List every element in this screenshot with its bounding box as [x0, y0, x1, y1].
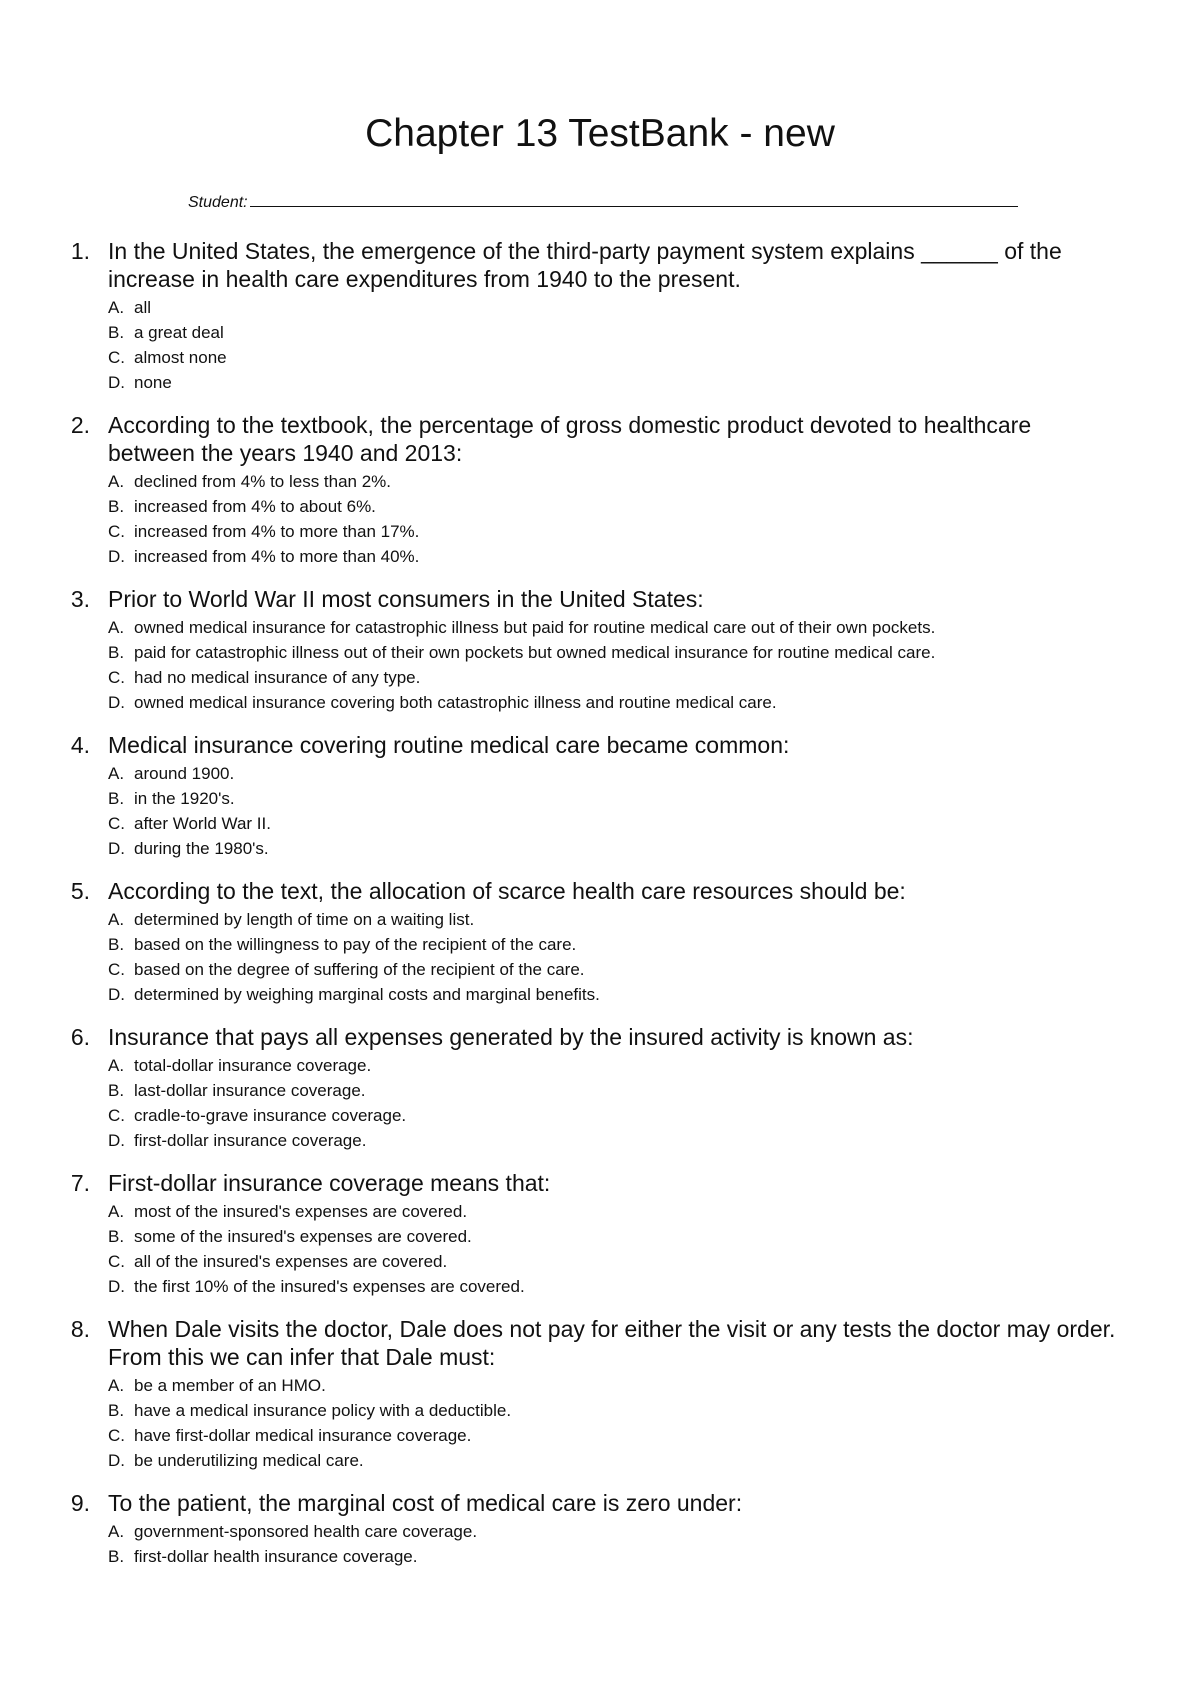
question-number: 7. — [70, 1170, 90, 1196]
answer-option — [108, 1519, 1124, 1544]
student-name-blank — [250, 192, 1018, 207]
page-title: Chapter 13 TestBank - new — [365, 112, 835, 155]
answer-option — [108, 469, 1124, 494]
question-3 — [64, 585, 1124, 715]
question-stem: Prior to World War II most consumers in the United States: — [108, 586, 704, 612]
question-number: 2. — [70, 412, 90, 438]
option-text: first-dollar insurance coverage. — [134, 1131, 367, 1150]
answer-option — [108, 982, 1124, 1007]
answer-options — [108, 1053, 1124, 1153]
option-letter: B. — [108, 1081, 125, 1100]
option-text: increased from 4% to about 6%. — [134, 497, 376, 516]
option-letter: A. — [108, 618, 125, 637]
student-label: Student: — [188, 194, 248, 211]
option-text: had no medical insurance of any type. — [134, 668, 421, 687]
option-letter: A. — [108, 472, 125, 491]
option-text: owned medical insurance for catastrophic illness but paid for routine medical care out of their own pockets. — [134, 618, 936, 637]
option-letter: D. — [108, 693, 125, 712]
answer-option — [108, 1103, 1124, 1128]
option-text: first-dollar health insurance coverage. — [134, 1547, 418, 1566]
question-4 — [64, 731, 1124, 861]
option-text: have first-dollar medical insurance coverage. — [134, 1426, 472, 1445]
answer-option — [108, 1423, 1124, 1448]
question-number: 8. — [70, 1316, 90, 1342]
option-letter: A. — [108, 1056, 125, 1075]
answer-option — [108, 907, 1124, 932]
answer-option — [108, 615, 1124, 640]
option-letter: C. — [108, 522, 125, 541]
option-text: government-sponsored health care coverage. — [134, 1522, 478, 1541]
option-text: determined by length of time on a waiting list. — [134, 910, 475, 929]
question-number: 4. — [70, 732, 90, 758]
answer-option — [108, 957, 1124, 982]
answer-option — [108, 320, 1124, 345]
answer-options — [108, 1199, 1124, 1299]
question-9 — [64, 1489, 1124, 1569]
answer-option — [108, 761, 1124, 786]
question-stem: First-dollar insurance coverage means that: — [108, 1170, 551, 1196]
answer-option — [108, 640, 1124, 665]
answer-option — [108, 345, 1124, 370]
answer-options — [108, 615, 1124, 715]
question-5 — [64, 877, 1124, 1007]
option-text: increased from 4% to more than 17%. — [134, 522, 420, 541]
option-letter: D. — [108, 839, 125, 858]
option-letter: A. — [108, 1522, 125, 1541]
option-text: a great deal — [134, 323, 224, 342]
question-number: 9. — [70, 1490, 90, 1516]
option-text: almost none — [134, 348, 227, 367]
answer-option — [108, 1078, 1124, 1103]
option-letter: D. — [108, 1451, 125, 1470]
option-text: based on the willingness to pay of the recipient of the care. — [134, 935, 577, 954]
question-number: 3. — [70, 586, 90, 612]
answer-option — [108, 1224, 1124, 1249]
option-text: paid for catastrophic illness out of their own pockets but owned medical insurance for routine medical care. — [134, 643, 936, 662]
answer-options — [108, 761, 1124, 861]
answer-option — [108, 519, 1124, 544]
option-letter: B. — [108, 935, 125, 954]
option-letter: B. — [108, 1547, 125, 1566]
option-letter: C. — [108, 1252, 125, 1271]
option-text: some of the insured's expenses are covered. — [134, 1227, 472, 1246]
question-stem: Insurance that pays all expenses generated by the insured activity is known as: — [108, 1024, 914, 1050]
question-number: 6. — [70, 1024, 90, 1050]
option-text: be underutilizing medical care. — [134, 1451, 364, 1470]
option-letter: D. — [108, 1131, 125, 1150]
option-letter: B. — [108, 643, 125, 662]
question-6 — [64, 1023, 1124, 1153]
answer-option — [108, 690, 1124, 715]
option-text: cradle-to-grave insurance coverage. — [134, 1106, 407, 1125]
answer-options — [108, 295, 1124, 395]
option-letter: B. — [108, 497, 125, 516]
option-text: during the 1980's. — [134, 839, 269, 858]
option-letter: C. — [108, 1426, 125, 1445]
answer-option — [108, 836, 1124, 861]
option-letter: A. — [108, 764, 125, 783]
answer-option — [108, 1398, 1124, 1423]
answer-option — [108, 544, 1124, 569]
answer-option — [108, 1249, 1124, 1274]
question-list — [64, 237, 1124, 1585]
answer-options — [108, 907, 1124, 1007]
question-1 — [64, 237, 1124, 395]
question-stem: When Dale visits the doctor, Dale does not pay for either the visit or any tests the doctor may order. From this we can infer that Dale must: — [108, 1316, 1116, 1370]
option-text: none — [134, 373, 172, 392]
option-letter: D. — [108, 373, 125, 392]
answer-option — [108, 1544, 1124, 1569]
option-text: around 1900. — [134, 764, 235, 783]
option-letter: C. — [108, 1106, 125, 1125]
question-stem: Medical insurance covering routine medical care became common: — [108, 732, 790, 758]
option-text: all — [134, 298, 152, 317]
option-letter: C. — [108, 814, 125, 833]
option-text: determined by weighing marginal costs and marginal benefits. — [134, 985, 600, 1004]
answer-option — [108, 1373, 1124, 1398]
option-text: based on the degree of suffering of the recipient of the care. — [134, 960, 585, 979]
option-text: increased from 4% to more than 40%. — [134, 547, 420, 566]
option-letter: D. — [108, 547, 125, 566]
question-number: 1. — [70, 238, 90, 264]
option-text: be a member of an HMO. — [134, 1376, 326, 1395]
option-text: after World War II. — [134, 814, 271, 833]
option-letter: C. — [108, 960, 125, 979]
question-stem: According to the text, the allocation of scarce health care resources should be: — [108, 878, 906, 904]
option-text: all of the insured's expenses are covered. — [134, 1252, 448, 1271]
answer-option — [108, 1448, 1124, 1473]
answer-option — [108, 665, 1124, 690]
option-text: most of the insured's expenses are covered. — [134, 1202, 468, 1221]
question-2 — [64, 411, 1124, 569]
option-text: total-dollar insurance coverage. — [134, 1056, 372, 1075]
option-letter: B. — [108, 1401, 125, 1420]
question-number: 5. — [70, 878, 90, 904]
option-letter: C. — [108, 668, 125, 687]
answer-option — [108, 295, 1124, 320]
answer-option — [108, 811, 1124, 836]
question-7 — [64, 1169, 1124, 1299]
option-letter: A. — [108, 1202, 125, 1221]
student-name-line — [188, 192, 1018, 212]
option-letter: B. — [108, 1227, 125, 1246]
answer-option — [108, 932, 1124, 957]
option-text: declined from 4% to less than 2%. — [134, 472, 392, 491]
option-text: last-dollar insurance coverage. — [134, 1081, 366, 1100]
answer-options — [108, 469, 1124, 569]
question-stem: According to the textbook, the percentage of gross domestic product devoted to healthcare between the years 1940 and 2013: — [108, 412, 1032, 466]
option-letter: C. — [108, 348, 125, 367]
answer-option — [108, 370, 1124, 395]
answer-option — [108, 1274, 1124, 1299]
answer-option — [108, 494, 1124, 519]
option-text: have a medical insurance policy with a deductible. — [134, 1401, 512, 1420]
option-letter: A. — [108, 1376, 125, 1395]
question-stem: To the patient, the marginal cost of medical care is zero under: — [108, 1490, 743, 1516]
option-letter: B. — [108, 323, 125, 342]
option-text: in the 1920's. — [134, 789, 235, 808]
answer-options — [108, 1373, 1124, 1473]
answer-option — [108, 1128, 1124, 1153]
option-letter: A. — [108, 298, 125, 317]
option-letter: D. — [108, 1277, 125, 1296]
answer-option — [108, 1053, 1124, 1078]
answer-option — [108, 1199, 1124, 1224]
question-8 — [64, 1315, 1124, 1473]
option-letter: B. — [108, 789, 125, 808]
option-letter: D. — [108, 985, 125, 1004]
option-text: owned medical insurance covering both catastrophic illness and routine medical care. — [134, 693, 777, 712]
option-text: the first 10% of the insured's expenses are covered. — [134, 1277, 525, 1296]
question-stem: In the United States, the emergence of the third-party payment system explains ______ of the increase in health care expenditures from 1940 to the present. — [108, 238, 1062, 292]
answer-option — [108, 786, 1124, 811]
option-letter: A. — [108, 910, 125, 929]
answer-options — [108, 1519, 1124, 1569]
